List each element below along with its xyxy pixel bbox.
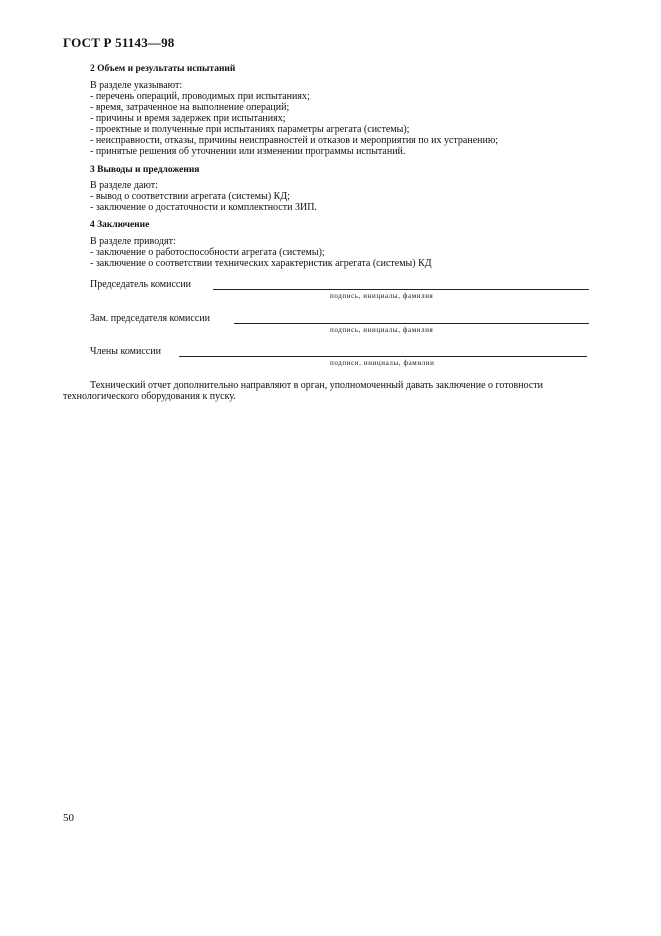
signature-line-deputy: [234, 323, 589, 324]
page-number: 50: [63, 812, 74, 824]
section-4-intro: В разделе приводят:: [90, 236, 176, 247]
section-3-item: - заключение о достаточности и комплектности ЗИП.: [90, 202, 317, 213]
section-2-item: - принятые решения об уточнении или изменении программы испытаний.: [90, 146, 406, 157]
signature-line-chairman: [213, 289, 589, 290]
document-header: ГОСТ Р 51143—98: [63, 35, 175, 50]
closing-paragraph-line-1: Технический отчет дополнительно направляют в орган, уполномоченный давать заключение о готовности: [90, 380, 543, 391]
section-2-intro: В разделе указывают:: [90, 80, 183, 91]
signature-caption-deputy: подпись, инициалы, фамилия: [330, 326, 434, 334]
signature-line-members: [179, 356, 587, 357]
section-2-title: 2 Объем и результаты испытаний: [90, 64, 236, 74]
section-3-item: - вывод о соответствии агрегата (системы) КД;: [90, 191, 290, 202]
section-3-title: 3 Выводы и предложения: [90, 165, 200, 175]
section-4-item: - заключение о соответствии технических характеристик агрегата (системы) КД: [90, 258, 432, 269]
section-4-item: - заключение о работоспособности агрегата (системы);: [90, 247, 325, 258]
section-2-item: - перечень операций, проводимых при испытаниях;: [90, 91, 310, 102]
section-2-item: - причины и время задержек при испытаниях;: [90, 113, 286, 124]
signature-caption-chairman: подпись, инициалы, фамилия: [330, 292, 434, 300]
signature-caption-members: подписи, инициалы, фамилии: [330, 359, 435, 367]
closing-paragraph-line-2: технологического оборудования к пуску.: [63, 391, 236, 402]
section-4-title: 4 Заключение: [90, 220, 150, 230]
signature-label-chairman: Председатель комиссии: [90, 279, 192, 290]
section-2-item: - проектные и полученные при испытаниях параметры агрегата (системы);: [90, 124, 410, 135]
section-2-item: - неисправности, отказы, причины неисправностей и отказов и мероприятия по их устранению;: [90, 135, 499, 146]
section-2-item: - время, затраченное на выполнение операций;: [90, 102, 290, 113]
section-3-intro: В разделе дают:: [90, 180, 158, 191]
signature-label-deputy: Зам. председателя комиссии: [90, 313, 210, 324]
signature-label-members: Члены комиссии: [90, 346, 161, 357]
